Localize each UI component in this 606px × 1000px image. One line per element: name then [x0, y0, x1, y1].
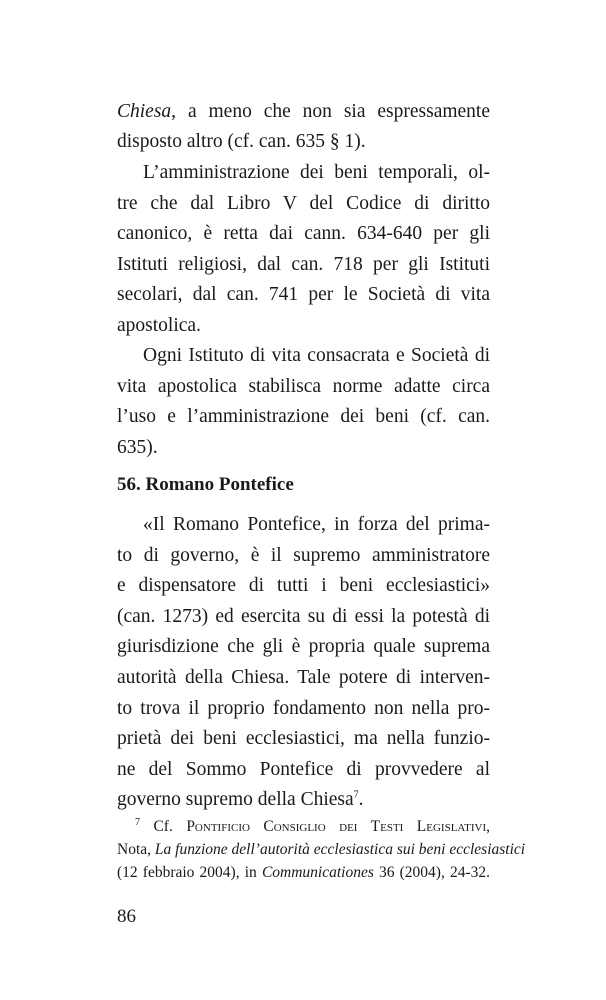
- text-line: Ogni Istituto di vita consacrata e Società di: [143, 345, 490, 366]
- text-line: canonico, è retta dai cann. 634-640 per gli: [117, 223, 490, 244]
- text: Cf.: [153, 818, 173, 835]
- text-line: «Il Romano Pontefice, in forza del prima-: [143, 514, 490, 535]
- text-line: disposto altro (cf. can. 635 § 1).: [117, 131, 366, 152]
- italic-word: Chiesa: [117, 101, 172, 122]
- text-line: to trova il proprio fondamento non nella pro-: [117, 698, 490, 719]
- text-line: L’amministrazione dei beni temporali, ol-: [143, 162, 490, 183]
- text-line: [117, 788, 490, 812]
- text-line: ne del Sommo Pontefice di provvedere al: [117, 759, 490, 780]
- text-line: vita apostolica stabilisca norme adatte circa: [117, 376, 490, 397]
- page-number: 86: [117, 906, 136, 927]
- text-line: prietà dei beni ecclesiastici, ma nella funzio-: [117, 728, 490, 749]
- text: (12 febbraio 2004), in: [117, 864, 257, 881]
- footnote-line: [117, 863, 490, 883]
- text: governo supremo della Chiesa: [117, 789, 354, 810]
- text-line: [117, 100, 490, 124]
- author: Pontificio Consiglio dei Testi Legislativi,: [186, 818, 491, 835]
- text-line: giurisdizione che gli è propria quale suprema: [117, 636, 490, 657]
- text-line: e dispensatore di tutti i beni ecclesiastici»: [117, 575, 490, 596]
- text-line: Istituti religiosi, dal can. 718 per gli Istituti: [117, 254, 490, 275]
- text: Nota,: [117, 841, 152, 858]
- text-line: l’uso e l’amministrazione dei beni (cf. can.: [117, 406, 490, 427]
- text-line: tre che dal Libro V del Codice di diritto: [117, 193, 490, 214]
- text: .: [358, 789, 364, 810]
- footnote-number: 7: [135, 816, 140, 828]
- journal: Communicationes: [261, 864, 374, 881]
- text-line: autorità della Chiesa. Tale potere di interven-: [117, 667, 490, 688]
- text-line: apostolica.: [117, 315, 201, 336]
- section-heading: 56. Romano Pontefice: [117, 474, 294, 495]
- title: La funzione dell’autorità ecclesiastica sui beni ecclesiastici: [154, 841, 526, 858]
- text-line: secolari, dal can. 741 per le Società di vita: [117, 284, 490, 305]
- text-line: to di governo, è il supremo amministratore: [117, 545, 490, 566]
- footnote-ref[interactable]: 7: [353, 789, 359, 801]
- footnote-line: [117, 840, 526, 860]
- text-line: (can. 1273) ed esercita su di essi la potestà di: [117, 606, 490, 627]
- text-line: 635).: [117, 437, 158, 458]
- text: 36 (2004), 24-32.: [379, 864, 491, 881]
- footnote-line: [135, 817, 490, 837]
- text: , a meno che non sia espressamente: [171, 101, 490, 122]
